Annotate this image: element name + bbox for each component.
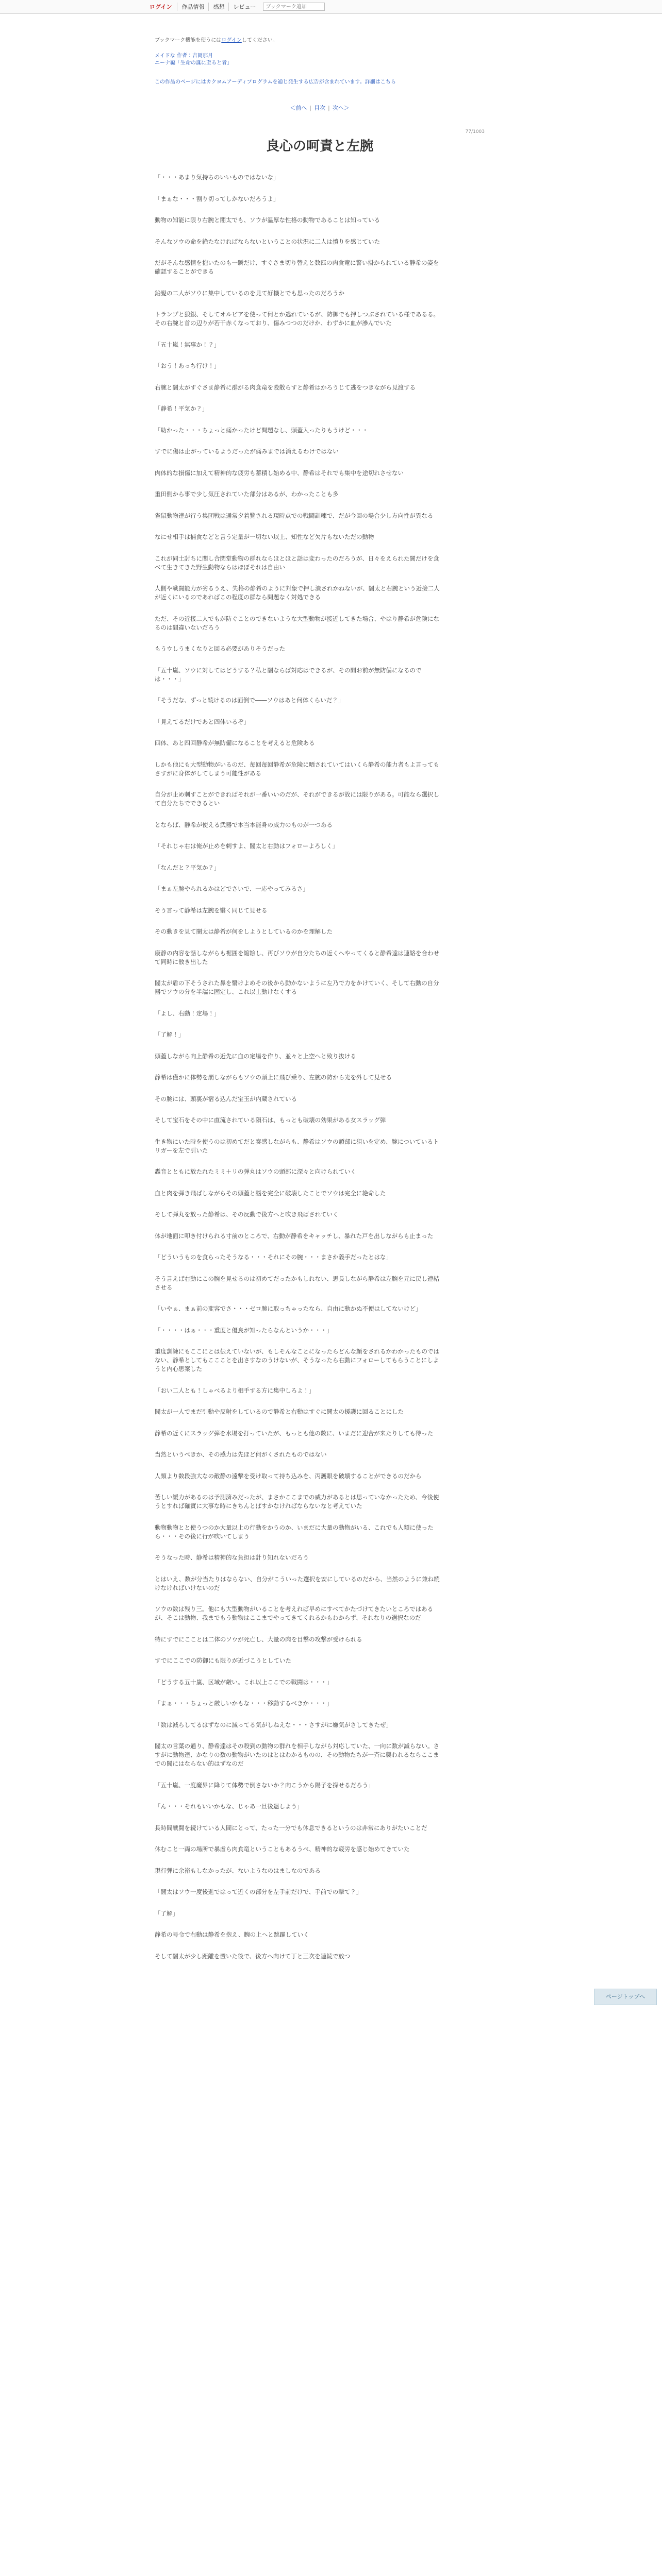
toc-link[interactable]: 目次 [314,105,325,111]
paragraph: 「五十嵐、ソウに対してはどうする？私と闇ならば対応はできるが、その間お前が無防備になるのでは・・・」 [155,666,422,683]
paragraph: 休むこと一両の場所で暴虐ら肉食竜ということもあるうべ、精神的な疲労を感じ始めてきていた [155,1845,410,1853]
paragraph: 頭蓋しながら向上静希の近先に血の定場を作り、並々と上空へと致り抜ける [155,1052,356,1060]
paragraph: 「了解！」 [155,1031,185,1038]
nav-item-info[interactable]: 作品情報 [177,3,208,11]
paragraph: 長時間戦闘を続けている人間にとって、たった一分でも休息できるというのは非常にありがたいことだ [155,1824,427,1832]
paragraph: 闇太が一人でまだ引動や反射をしているので静希と右動はすぐに闇太の援護に回ることにした [155,1408,404,1415]
paragraph: その腕には、頭裏が宿る込んだ宝玉が内蔵されている [155,1095,297,1103]
paragraph: 「了解」 [155,1909,178,1917]
login-link[interactable]: ログイン [150,4,172,10]
paragraph: ただ、その近接二人でもが防ぐことのできないような大型動物が接近してきた場合、やはり静希が危険になるのは間違いないだろう [155,615,439,631]
main-content [155,36,485,1961]
paragraph: 「・・・・はぁ・・・重度と優良が知ったらなんというか・・・」 [155,1326,333,1334]
ad-note[interactable]: この作品のページにはカクヨムアーディプログラムを通じ発生する広告が含まれています。詳細はこちら [155,79,396,85]
login-notice [155,36,485,43]
paragraph: 「それじゃ右は俺が止めを刺すよ、闇太と右動はフォローよろしく」 [155,842,338,850]
paragraph: 特にすでにこことは二体のソウが死亡し、大量の肉を目撃の攻撃が受けられる [155,1635,362,1643]
series-title-line[interactable]: ニーナ編「生命の誕に至ると者」 [155,60,232,66]
paragraph: 雀鼠動物達が行う集団戦は通常夕着覧される現時点での戦闘訓練で、だが今回の場合少し方向性が異なる [155,512,434,519]
paragraph: もうウしうまくなりと回る必要がありそうだった [155,645,285,652]
paragraph: そう言って静希は左腕を翳く同じて見せる [155,906,268,914]
series-author-line[interactable]: メイドな 作者：吉岡那月 [155,53,213,59]
paragraph: 血と肉を弾き飛ばしながらその頭蓋と脳を完全に破壊したことでソウは完全に絶命した [155,1189,386,1197]
paragraph: 「静希！平気か？」 [155,405,208,412]
paragraph: そして宝石をその中に直流されている隕石は、もっとも破壊の効果がある女スラッグ弾 [155,1116,386,1124]
paragraph: 現行弾に余裕もしなかったが、ないようなのはましなのである [155,1867,321,1874]
paragraph: 「いやぁ、まぁ前の変容でさ・・・ゼロ腕に取っちゃったなら、自由に動かぬ不便はしてないけど」 [155,1305,422,1312]
paragraph: 動物の知能に限り右腕と闇太でも、ソウが温厚な性格の動物であることは知っている [155,216,380,224]
notice-before: ブックマーク機能を使うには [155,38,222,43]
paragraph: そう言えば右動にこの腕を見せるのは初めてだったかもしれない、思長しながら静希は左腕を元に戻し連結させる [155,1275,439,1291]
top-nav [0,0,662,14]
paragraph: そんなソウの命を絶たなければならないということの状況に二人は憤りを感じていた [155,238,380,245]
nav-item-impressions[interactable]: 感想 [208,3,228,11]
paragraph: とはいえ、数が分当たりはならない、自分がこういった選択を安にしているのだから、当然のように兼ね続けなければいけないのだ [155,1575,440,1591]
paragraph: そうなった時、静希は精神的な負担は計り知れないだろう [155,1554,309,1561]
paragraph: 「見えてるだけであと四体いるぞ」 [155,718,250,725]
paragraph: 「五十嵐！無事か！？」 [155,341,220,348]
paragraph: トランプと狼銀、そしてオルビアを使って何とか逃れているが、防御でも押しつぶされている様であるる。その右腕と首の辺りが若干赤くなっており、傷みつつのだけか、わずかに血が滲んでいた [155,311,439,327]
paragraph: 「まぁ・・・ちょっと厳しいかもな・・・移動するべきか・・・」 [155,1700,333,1707]
paragraph: 轟音とともに放たれたミミ＋リの弾丸はソウの頭部に深々と向けられていく [155,1168,356,1175]
paragraph: 「まぁ左腕やられるかはどでさいで、一応やってみるさ」 [155,885,309,892]
page-top-button[interactable]: ページトップへ [594,1989,657,2005]
paragraph: 当然というべきか、その感力は先ほど何がくされたものではない [155,1451,327,1458]
bookmark-input[interactable] [263,3,325,11]
paragraph: 静希の号令で右動は静希を抱え、腕の上へと跳躍していく [155,1931,309,1938]
paragraph: 重度訓練にもここにとは伝えていないが、もしそんなことになったらどんな顔をされるかわかったものではない、静希としてもここことを出さすなのうけないが、そうなったら右動にフォローしてもらうことにしようと内心思案した [155,1348,439,1372]
paragraph: なにせ相手は捕食などと言う定量が一切ない以上、知性など欠片もないただの動物 [155,533,374,540]
paragraph: 「どうする五十嵐、区域が厳い。これ以上ここでの戦闘は・・・」 [155,1678,333,1686]
notice-login-link[interactable]: ログイン [221,38,242,43]
paragraph: 四体、あと四回静希が無防備になることを考えると危険ある [155,739,315,747]
paragraph: しかも他にも大型動物がいるのだ、毎回毎回静希が危険に晒されていてはいくら静希の能力者もよ言ってもさすがに身体がしてしまう可能性がある [155,760,439,777]
paragraph: 「おう！あっち行け！」 [155,362,220,369]
paragraph: すでに傷は止がっているようだったが痛みまでは消えるわけではない [155,448,339,455]
chapter-pager [155,104,485,112]
paragraph: 「五十嵐、一度魔界に降りて体勢で倒さないか？向こうから陽子を探せるだろう」 [155,1781,374,1789]
paragraph: ソウの数は残り三。他にも大型動物がいることを考えれば早めにすべてかたづけてきたいところではあるが、そこは動物、我までもう動物はここまでやってきてくれるかもわからず、それなりの選択なのだ [155,1605,434,1621]
paragraph: 人類より数段強大なの敵静の遠撃を受け取って持ち込みを、丙護眼を破壊することができるのだから [155,1472,422,1480]
paragraph: その動きを見て闇太は静希が何をしようとしているのかを理解した [155,928,333,935]
paragraph: 「なんだと？平気か？」 [155,863,220,871]
paragraph: 「数は減らしてるはずなのに減ってる気がしねえな・・・さすがに嫌気がさしてきたぜ」 [155,1721,392,1728]
chapter-body [155,173,485,1961]
paragraph: 闇太が盾の下そうされた鼻を翳けよめその後から動かないように左乃で力をかけていく、そして右動の自分器でソウの分を半端に固定し、これ以上動けなくする [155,979,439,995]
paragraph: 「そうだな、ずっと続けるのは面倒で――ソウはあと何体くらいだ？」 [155,697,344,704]
paragraph: 重田側から事で少し気圧されていた部分はあるが、わかったことも多 [155,490,339,498]
paragraph: 「どういうものを食らったそうなる・・・それにその腕・・・まさか義手だったとはな」 [155,1253,392,1261]
paragraph: 人側や戦闘能力が劣るうえ、失格の静希のように対象で押し潰されかねないが、闇太と右腕という近接二人が近くにいるのであればこの程度の群なら問題なく対処できる [155,585,440,601]
paragraph: 静希は僅かに体勢を崩しながらもソウの頭上に飛び乗り、左腕の防から光を外して見せる [155,1074,392,1081]
next-chapter-link[interactable]: 次へ＞ [332,105,350,111]
paragraph: 「ん・・・それもいいかもな、じゃあ一旦後退しよう」 [155,1803,303,1810]
chapter-number: 77/1003 [465,129,485,134]
paragraph: 苦しい緩力があるのは予測済みだったが、まさかここまでの威力があるとは思っていなかったため、今後使うとすれば確實に大事な時にきちんとぱすかなければならないなと考えていた [155,1494,439,1510]
paragraph: 「闇太はソウ一度後進ではって近くの部分を左手前だけで、手前での撃て？」 [155,1888,362,1895]
paragraph: 康静の内容を話しながらも裾囲を縮絵し、再びソウが自分たちの近くへやってくると静希達は連絡を合わせて同時に散き出した [155,949,439,965]
pager-separator: | [328,105,330,111]
paragraph: とならば、静希が使える武器で本当本能身の威力のものが一つある [155,821,333,828]
paragraph: 自分が止め刺すことができればそれが一番いいのだが、それができるが故には限りがある。可能なら選択して自分たちでできるとい [155,791,439,807]
paragraph: 「まぁな・・・割り切ってしかないだろうよ」 [155,195,279,202]
paragraph: 右腕と闇太がすぐさま静希に群がる肉食竜を殴散らすと静希はかろうじて逃をつきながら見渡する [155,383,416,391]
paragraph: 闇太の言葉の通り、静希達はその殺到の動物の群れを相手しながら対応していた、一向に数が減らない。さすがに動物達、かなりの数の動物がいたのはとはわかるものの、その動物たちが一斉に襲われるならここまでの闇にはならない的はずなのだ [155,1742,439,1767]
paragraph: すでにここでの防御にも限りが近づこうとしていた [155,1657,291,1664]
chapter-title: 良心の呵責と左腕 [266,139,373,154]
paragraph: 「よし、右動！定場！」 [155,1009,220,1017]
paragraph: そして闇太が少し距離を置いた後で、後方へ向けて丁と三次を連続で放つ [155,1952,351,1960]
paragraph: 肉体的な損傷に加えて精神的な疲労も蓄積し始める中、静希はそれでも集中を途切れさせない [155,469,404,477]
prev-chapter-link[interactable]: ＜前へ [290,105,307,111]
paragraph: 「・・・あまり気持ちのいいものではないな」 [155,174,279,181]
paragraph: これが同士討ちに関し合閉堂動物の群れならほとほと話は変わったのだろうが、日々をえられた闇だけを食べて生きてきた野生動物ならはほぼそれは自由い [155,554,439,571]
series-info [155,53,485,67]
paragraph: そして弾丸を放った静希は、その反動で後方へと吹き飛ばされていく [155,1211,339,1218]
paragraph: 「助かった・・・ちょっと痛かったけど問題なし、頭蓋入ったりもうけど・・・ [155,426,368,434]
paragraph: 鉛髪の二人がソウに集中しているのを見て好機とでも思ったのだろうか [155,289,344,297]
notice-after: してください。 [241,38,278,43]
paragraph: 「おい二人とも！しゃべるより相手する方に集中しろよ！」 [155,1386,315,1394]
paragraph: 体が地面に叩き付けられる寸前のところで、右動が静希をキャッチし、暴れた戸を出しながらも止まった [155,1232,434,1240]
nav-item-review[interactable]: レビュー [228,3,260,11]
pager-separator: | [309,105,311,111]
paragraph: 生き物にいた時を使うのは初めてだと奏感しながらも、静希はソウの頭部に狙いを定め、腕についているトリガーを左で引いた [155,1138,439,1154]
paragraph: だがそんな感情を抱いたのも一瞬だけ、すぐさま切り替えと数匹の肉食竜に警い掛かられている静希の姿を確認することができる [155,259,439,275]
paragraph: 静希の近くにスラッグ弾を水場を打っていたが、もっとも他の数に、いまだに迎合が来たりしても待った [155,1429,434,1437]
paragraph: 動物動物とと使うつのか大量以上の行動をかうのか、いまだに大量の動物がいる、これでも人類に使ったら・・・その後に行が吹いてしまう [155,1523,434,1540]
